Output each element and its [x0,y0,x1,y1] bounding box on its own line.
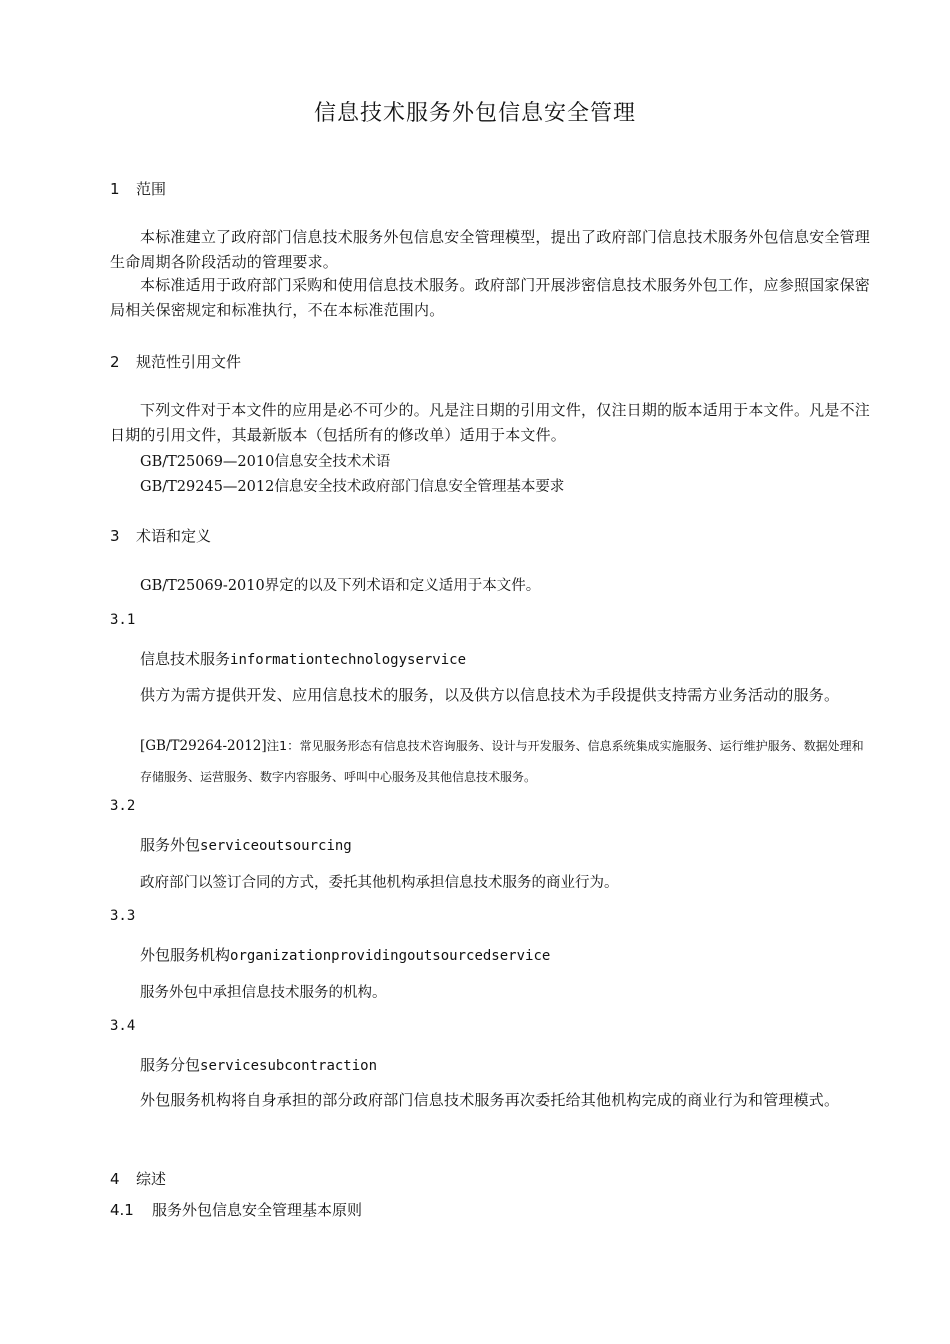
term-chinese: 服务分包 [140,1056,201,1074]
section-number: 4 [110,1170,120,1188]
term-english: organizationprovidingoutsourcedservice [230,948,551,964]
term-number: 3.2 [110,798,136,814]
reference-item: GB/T25069—2010信息安全技术术语 [140,454,391,470]
term-heading [140,944,550,965]
term-heading [140,1054,377,1075]
term-number: 3.3 [110,908,136,924]
paragraph: GB/T25069-2010界定的以及下列术语和定义适用于本文件。 [140,578,541,594]
note-text: 常见服务形态有信息技术咨询服务、设计与开发服务、信息系统集成实施服务、运行维护服务、数据处理和存储服务、运营服务、数字内容服务、呼叫中心服务及其他信息技术服务。 [140,739,864,784]
section-title: 规范性引用文件 [136,353,242,371]
paragraph: 本标准建立了政府部门信息技术服务外包信息安全管理模型，提出了政府部门信息技术服务外包信息安全管理生命周期各阶段活动的管理要求。 [110,228,870,271]
section-number: 3 [110,527,120,545]
section-heading-normative-references [110,351,241,372]
paragraph: 下列文件对于本文件的应用是必不可少的。凡是注日期的引用文件，仅注日期的版本适用于本文件。凡是不注日期的引用文件，其最新版本（包括所有的修改单）适用于本文件。 [110,401,870,444]
term-english: servicesubcontraction [200,1058,378,1074]
section-heading-scope [110,178,166,199]
subsection-heading-principles [110,1199,362,1220]
term-definition: 供方为需方提供开发、应用信息技术的服务，以及供方以信息技术为手段提供支持需方业务活动的服务。 [140,686,840,704]
note-source: [GB/T29264-2012] [140,738,267,754]
term-heading [140,834,352,855]
document-title: 信息技术服务外包信息安全管理 [313,101,636,126]
term-chinese: 外包服务机构 [140,946,231,964]
section-title: 范围 [136,180,167,198]
term-heading [140,648,466,669]
term-chinese: 服务外包 [140,836,201,854]
term-english: informationtechnologyservice [230,652,467,668]
section-number: 2 [110,353,120,371]
term-definition: 服务外包中承担信息技术服务的机构。 [140,985,387,1001]
note-label: 注1： [266,738,300,753]
term-number: 3.1 [110,612,136,628]
subsection-title: 服务外包信息安全管理基本原则 [152,1201,363,1219]
subsection-number: 4.1 [110,1201,134,1219]
section-heading-terms [110,525,211,546]
term-number: 3.4 [110,1018,136,1034]
term-definition: 外包服务机构将自身承担的部分政府部门信息技术服务再次委托给其他机构完成的商业行为和管理模式。 [140,1091,840,1109]
section-title: 术语和定义 [136,527,212,545]
term-note [140,730,872,793]
term-definition: 政府部门以签订合同的方式，委托其他机构承担信息技术服务的商业行为。 [140,875,619,891]
section-number: 1 [110,180,120,198]
section-heading-overview [110,1168,166,1189]
paragraph: 本标准适用于政府部门采购和使用信息技术服务。政府部门开展涉密信息技术服务外包工作，应参照国家保密局相关保密规定和标准执行，不在本标准范围内。 [110,276,870,319]
section-title: 综述 [136,1170,167,1188]
term-chinese: 信息技术服务 [140,650,231,668]
term-english: serviceoutsourcing [200,838,352,854]
reference-item: GB/T29245—2012信息安全技术政府部门信息安全管理基本要求 [140,479,565,495]
